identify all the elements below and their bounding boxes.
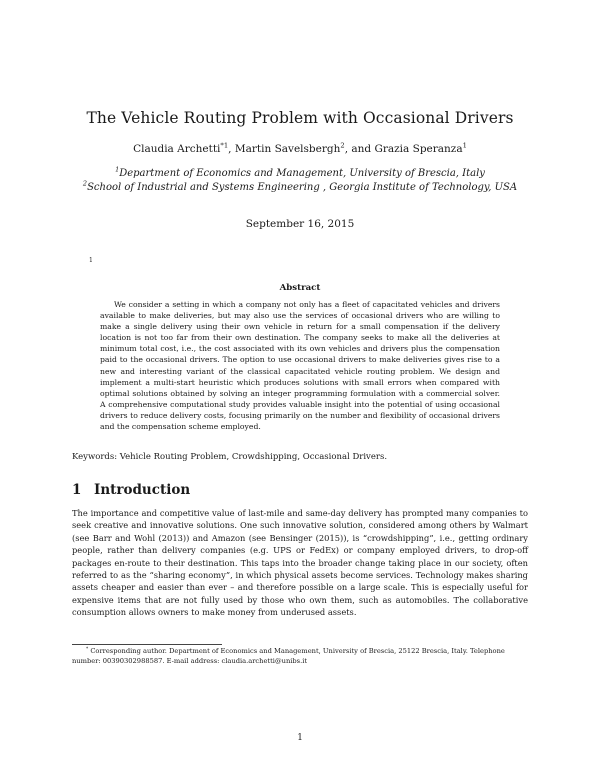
author-name: Grazia Speranza (374, 143, 463, 155)
page-number: 1 (297, 733, 303, 743)
affiliation-mark: 2 (82, 179, 88, 188)
author-list (0, 143, 600, 155)
author-mark: *1 (220, 141, 229, 150)
author-mark: 2 (340, 141, 345, 150)
affiliation (0, 165, 600, 179)
publication-date: September 16, 2015 (245, 218, 355, 230)
footnote-rule (72, 644, 222, 645)
footnote (72, 646, 528, 666)
paper-title: The Vehicle Routing Problem with Occasional Drivers (86, 109, 514, 127)
section-heading (72, 482, 190, 498)
section-title: Introduction (94, 482, 191, 498)
introduction-paragraph: The importance and competitive value of last-mile and same-day delivery has prompted many companies to seek creative and innovative solutions. One such innovative solution, considered among others by Walmart (see Barr and Wohl (2013)) and Amazon (see Bensinger (2015)), is “crowdshipping”, i.e., getting ordinary people, rather than delivery companies (e.g. UPS or FedEx) or company employed drivers, to drop-off packages en-route to their destination. This taps into the broader change taking place in our society, often referred to as the “sharing economy”, in which physical assets become services. Technology makes sharing assets cheaper and easier than ever – and therefore possible on a large scale. This is especially useful for expensive items that are not fully used by those who own them, such as automobiles. The collaborative consumption allows owners to make money from underused assets. (72, 508, 528, 618)
footnote-text: Corresponding author. Department of Economics and Management, University of Brescia, 25122 Brescia, Italy. Telephone number: 00390302988587. E-mail address: claudia.archetti@unibs.it (72, 647, 505, 665)
keywords-line: Keywords: Vehicle Routing Problem, Crowdshipping, Occasional Drivers. (72, 452, 388, 462)
author-separator: , (228, 143, 235, 155)
section-number: 1 (72, 482, 82, 498)
affiliation-text: School of Industrial and Systems Engineering , Georgia Institute of Technology, USA (87, 182, 518, 193)
abstract-text: We consider a setting in which a company not only has a fleet of capacitated vehicles and drivers available to make deliveries, but may also use the services of occasional drivers who are willing to make a single delivery using their own vehicle in return for a small compensation if the delivery location is not too far from their own destination. The company seeks to make all the deliveries at minimum total cost, i.e., the cost associated with its own vehicles and drivers plus the compensation paid to the occasional drivers. The option to use occasional drivers to make deliveries gives rise to a new and interesting variant of the classical capacitated vehicle routing problem. We design and implement a multi-start heuristic which produces solutions with small errors when compared with optimal solutions obtained by solving an integer programming formulation with a commercial solver. A comprehensive computational study provides valuable insight into the potential of using occasional drivers to reduce delivery costs, focusing primarily on the number and flexibility of occasional drivers and the compensation scheme employed. (100, 300, 500, 432)
affiliation-text: Department of Economics and Management, University of Brescia, Italy (119, 168, 485, 179)
footnote-mark: * (86, 646, 89, 652)
author-separator: , and (344, 143, 375, 155)
orphan-footnote-mark: 1 (89, 257, 93, 264)
affiliation (0, 179, 600, 193)
author-mark: 1 (462, 141, 467, 150)
abstract-heading: Abstract (279, 283, 321, 293)
author-name: Claudia Archetti (133, 143, 221, 155)
author-name: Martin Savelsbergh (234, 143, 341, 155)
affiliation-mark: 1 (115, 165, 120, 174)
